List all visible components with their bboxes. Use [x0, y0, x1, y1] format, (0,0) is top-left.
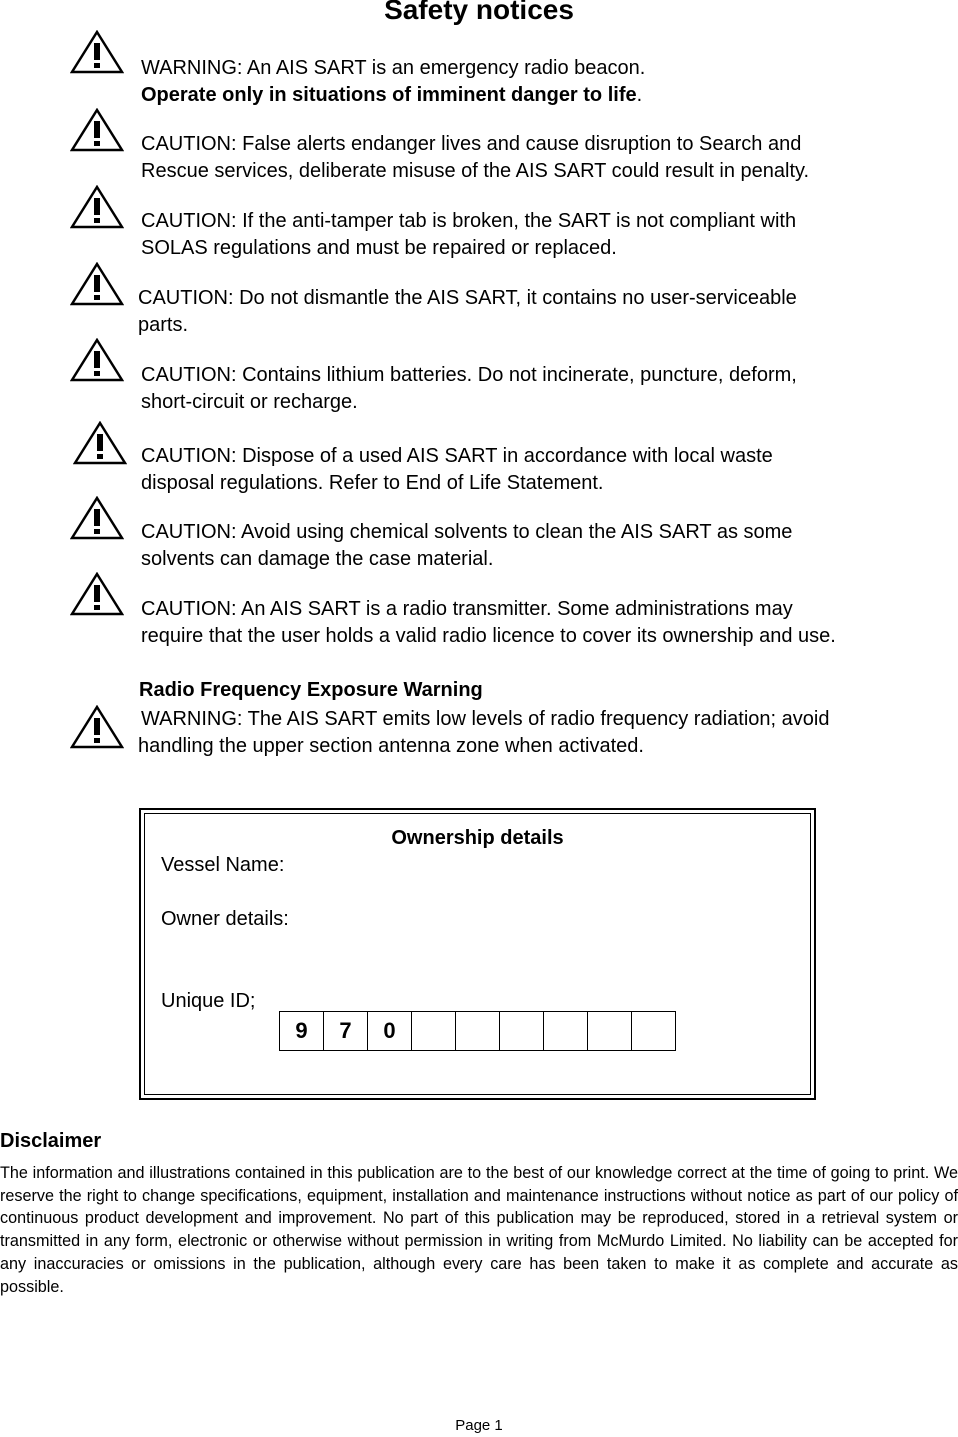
- notice-line-2: disposal regulations. Refer to End of Life Statement.: [141, 472, 604, 494]
- id-cell[interactable]: [632, 1011, 676, 1051]
- notice-line-2: short-circuit or recharge.: [141, 391, 358, 413]
- notice-line-1: CAUTION: Contains lithium batteries. Do not incinerate, puncture, deform,: [141, 364, 797, 386]
- id-cell[interactable]: [412, 1011, 456, 1051]
- page-number: Page 1: [455, 1417, 503, 1434]
- warning-triangle-icon: [70, 30, 124, 74]
- notice-line-2: Rescue services, deliberate misuse of the AIS SART could result in penalty.: [141, 160, 810, 182]
- disclaimer-heading: Disclaimer: [0, 1130, 102, 1152]
- notice-line-2: SOLAS regulations and must be repaired or replaced.: [141, 237, 617, 259]
- notice-line-1: CAUTION: Dispose of a used AIS SART in accordance with local waste: [141, 445, 773, 467]
- warning-triangle-icon: [73, 421, 127, 465]
- id-cell[interactable]: [500, 1011, 544, 1051]
- notice-line-1: CAUTION: Do not dismantle the AIS SART, it contains no user-serviceable: [138, 287, 797, 309]
- notice-tail: .: [636, 84, 643, 106]
- warning-triangle-icon: [70, 185, 124, 229]
- vessel-name-label: Vessel Name:: [161, 854, 285, 876]
- notice-line-1: CAUTION: False alerts endanger lives and cause disruption to Search and: [141, 133, 802, 155]
- id-cell[interactable]: [588, 1011, 632, 1051]
- notice-line-2: require that the user holds a valid radio licence to cover its ownership and use.: [141, 625, 836, 647]
- rf-warning-heading: Radio Frequency Exposure Warning: [139, 679, 483, 701]
- warning-triangle-icon: [70, 338, 124, 382]
- ownership-title: Ownership details: [391, 827, 564, 849]
- unique-id-cells: [279, 1011, 676, 1051]
- notice-line-2: solvents can damage the case material.: [141, 548, 494, 570]
- warning-triangle-icon: [70, 108, 124, 152]
- notice-emphasis: Operate only in situations of imminent danger to life: [141, 84, 637, 106]
- page-title: Safety notices: [384, 0, 574, 25]
- id-cell[interactable]: 7: [324, 1011, 368, 1051]
- unique-id-label: Unique ID;: [161, 990, 256, 1012]
- warning-triangle-icon: [70, 572, 124, 616]
- notice-line-1: CAUTION: An AIS SART is a radio transmitter. Some administrations may: [141, 598, 793, 620]
- id-cell[interactable]: 0: [368, 1011, 412, 1051]
- owner-details-label: Owner details:: [161, 908, 289, 930]
- notice-line-2: parts.: [138, 314, 189, 336]
- ownership-box: [139, 808, 816, 1100]
- warning-triangle-icon: [70, 262, 124, 306]
- notice-line-2: [141, 82, 645, 109]
- id-cell[interactable]: [456, 1011, 500, 1051]
- notice-line-1: CAUTION: Avoid using chemical solvents to clean the AIS SART as some: [141, 521, 793, 543]
- notice-line-1: CAUTION: If the anti-tamper tab is broken, the SART is not compliant with: [141, 210, 797, 232]
- id-cell[interactable]: [544, 1011, 588, 1051]
- rf-warning-line-2: handling the upper section antenna zone when activated.: [138, 735, 644, 757]
- notice-line-1: WARNING: An AIS SART is an emergency radio beacon.: [141, 57, 646, 79]
- warning-triangle-icon: [70, 705, 124, 749]
- id-cell[interactable]: 9: [280, 1011, 324, 1051]
- warning-triangle-icon: [70, 496, 124, 540]
- disclaimer-text: The information and illustrations contained in this publication are to the best of our knowledge correct at the time of going to print. We reserve the right to change specifications, equipment, installation and maintenance instructions without notice as part of our policy of continuous product development and improvement. No part of this publication may be reproduced, stored in a retrieval system or transmitted in any form, electronic or otherwise without permission in writing from McMurdo Limited. No liability can be accepted for any inaccuracies or omissions in the publication, although every care has been taken to make it as complete and accurate as possible.: [0, 1164, 958, 1296]
- rf-warning-line-1: WARNING: The AIS SART emits low levels of radio frequency radiation; avoid: [141, 708, 830, 730]
